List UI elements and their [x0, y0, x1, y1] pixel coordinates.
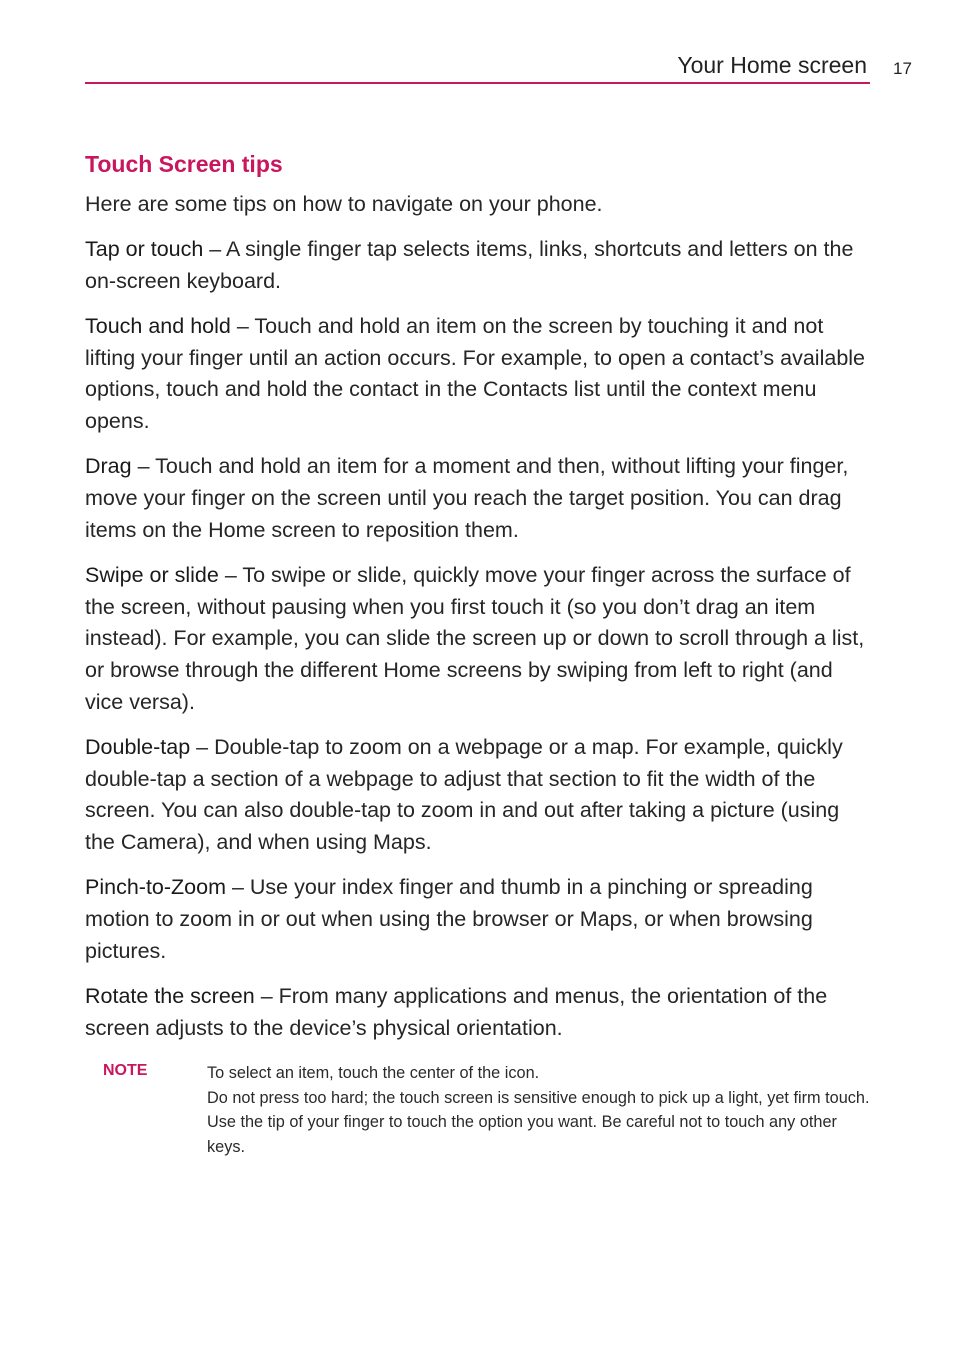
- tips-content: [85, 189, 875, 1058]
- tip-description: – Double-tap to zoom on a webpage or a map. For example, quickly double-tap a section of a webpage to adjust that section to fit the width of the screen. You can also double-tap to zoom in and out after taking a picture (using the Camera), and when using Maps.: [85, 734, 843, 855]
- tip-pinch-to-zoom: [85, 872, 875, 967]
- header-title: Your Home screen: [677, 52, 867, 78]
- section-title: Touch Screen tips: [85, 151, 283, 177]
- tip-description: – Touch and hold an item for a moment and then, without lifting your finger, move your finger on the screen until you reach the target position. You can drag items on the Home screen to reposition them.: [85, 454, 849, 542]
- tip-term: Drag: [85, 454, 132, 479]
- page-header: [85, 48, 870, 84]
- tip-description: – A single finger tap selects items, links, shortcuts and letters on the on-screen keyboard.: [85, 236, 854, 293]
- tip-term: Tap or touch: [85, 236, 204, 261]
- tip-rotate-the-screen: [85, 981, 875, 1045]
- tip-tap-or-touch: [85, 234, 875, 298]
- tip-term: Double-tap: [85, 734, 191, 759]
- tip-touch-and-hold: [85, 311, 875, 438]
- tip-description: – Touch and hold an item on the screen by touching it and not lifting your finger until an action occurs. For example, to open a contact’s available options, touch and hold the contact in the Contacts list until the context menu opens.: [85, 313, 866, 434]
- intro-paragraph: Here are some tips on how to navigate on your phone.: [85, 192, 603, 216]
- page-number: 17: [893, 59, 912, 78]
- tip-swipe-or-slide: [85, 560, 875, 719]
- tip-double-tap: [85, 732, 875, 859]
- note-line: To select an item, touch the center of the icon.: [207, 1064, 540, 1082]
- tip-description: – To swipe or slide, quickly move your finger across the surface of the screen, without pausing when you first touch it (so you don’t drag an item instead). For example, you can slide the screen up or down to scroll through a list, or browse through the different Home screens by swiping from left to right (and vice versa).: [85, 562, 865, 714]
- tip-term: Pinch-to-Zoom: [85, 875, 226, 900]
- tip-description: – From many applications and menus, the orientation of the screen adjusts to the device’s physical orientation.: [85, 983, 828, 1040]
- note-line: Do not press too hard; the touch screen is sensitive enough to pick up a light, yet firm touch.: [207, 1088, 870, 1107]
- note-body: [207, 1061, 877, 1159]
- tip-description: – Use your index finger and thumb in a pinching or spreading motion to zoom in or out when using the browser or Maps, or when browsing pictures.: [85, 875, 813, 963]
- note-label: NOTE: [103, 1062, 148, 1079]
- tip-term: Swipe or slide: [85, 562, 219, 587]
- tip-term: Rotate the screen: [85, 983, 255, 1008]
- tip-term: Touch and hold: [85, 313, 231, 338]
- note-line: Use the tip of your finger to touch the option you want. Be careful not to touch any other keys.: [207, 1113, 837, 1156]
- tip-drag: [85, 451, 875, 546]
